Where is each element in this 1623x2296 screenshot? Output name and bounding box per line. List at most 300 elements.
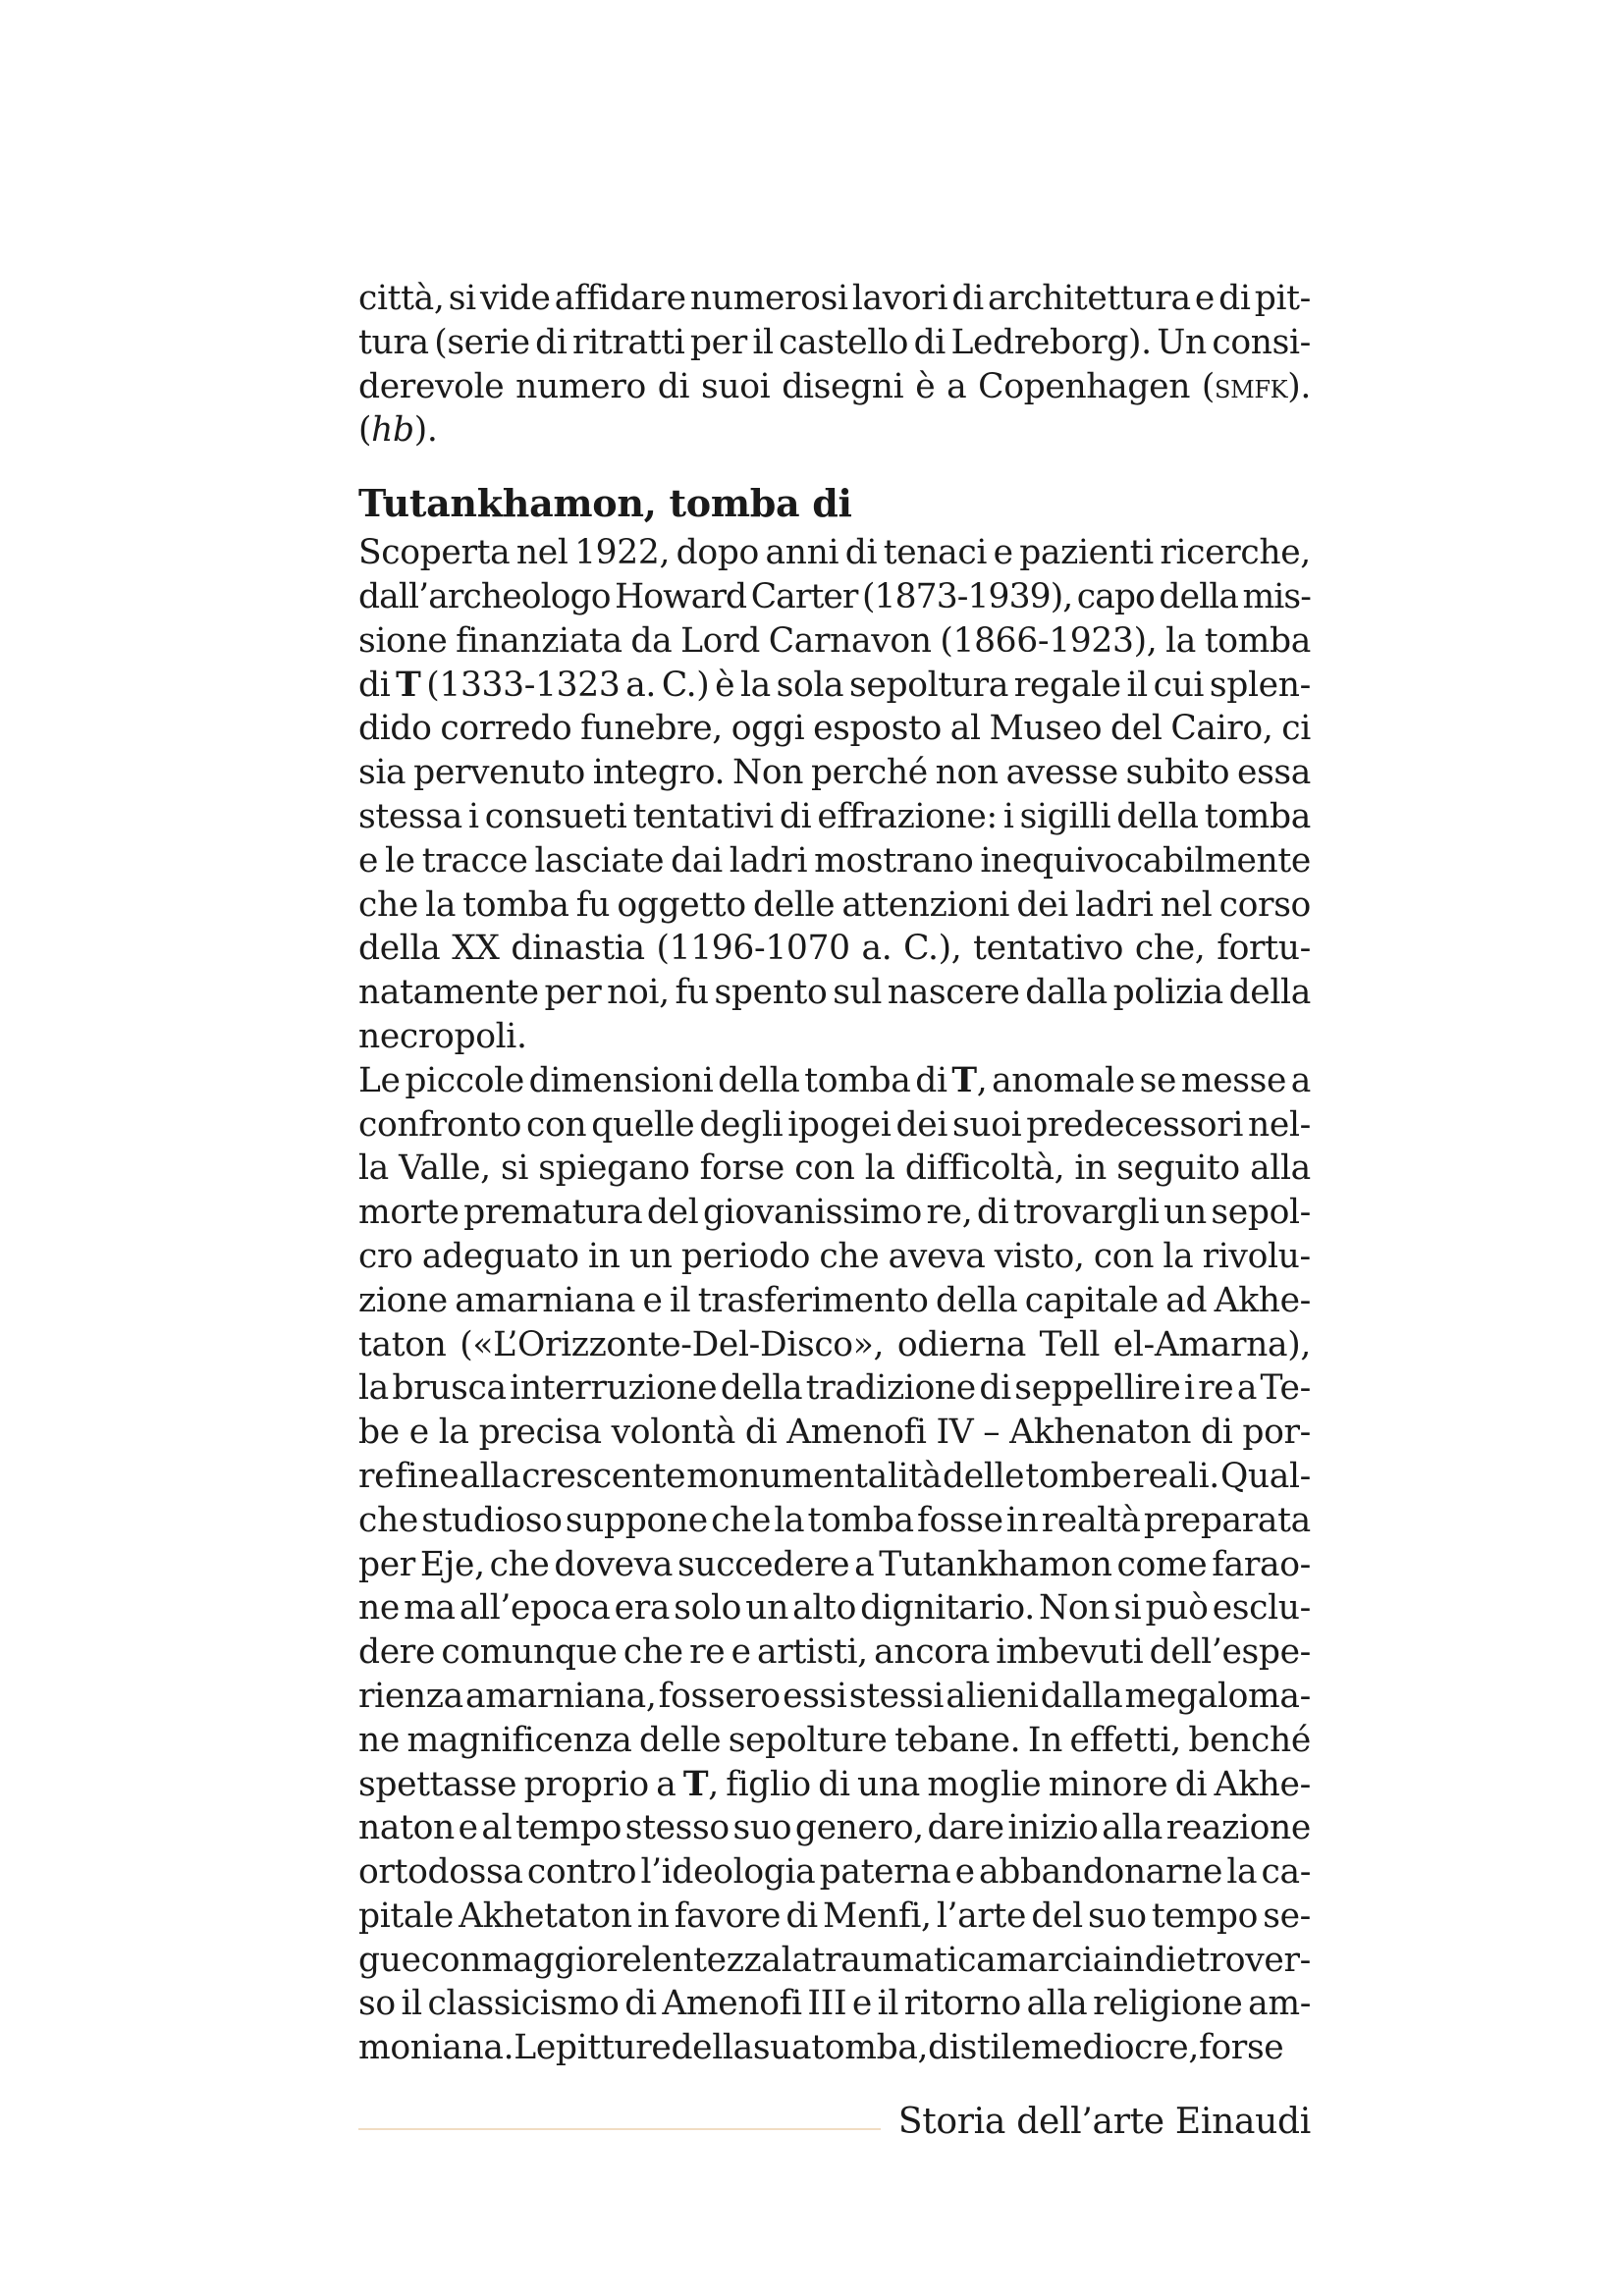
word: tomba bbox=[804, 1060, 911, 1100]
word: re bbox=[358, 1456, 395, 1496]
word: la bbox=[774, 1500, 805, 1540]
word: che bbox=[622, 1632, 683, 1673]
word: fortu- bbox=[1217, 929, 1311, 969]
word: della bbox=[720, 1368, 803, 1409]
word: imbevuti bbox=[996, 1632, 1144, 1673]
word: taton bbox=[358, 1324, 447, 1364]
word: tomba bbox=[1204, 620, 1311, 661]
word: di bbox=[951, 279, 984, 318]
word: fossero bbox=[658, 1676, 781, 1716]
word: proprio bbox=[523, 1764, 649, 1804]
word: un bbox=[745, 1588, 789, 1629]
word: con bbox=[526, 1104, 587, 1145]
word: prematura bbox=[463, 1193, 643, 1233]
word: nel- bbox=[1248, 1104, 1311, 1145]
text-line bbox=[358, 971, 1311, 1015]
word: morte bbox=[358, 1193, 460, 1233]
word: attenzioni bbox=[841, 884, 1010, 925]
entry-paragraph bbox=[358, 1059, 1311, 2070]
word: lentezza bbox=[641, 1940, 782, 1980]
word: di bbox=[1218, 279, 1251, 318]
word: castello bbox=[779, 322, 909, 362]
word: indietro bbox=[1112, 1940, 1246, 1980]
word: e bbox=[642, 1280, 663, 1320]
word: lavori bbox=[851, 279, 948, 318]
text-line bbox=[358, 1543, 1311, 1587]
word: pitture bbox=[555, 2028, 672, 2068]
word: Amenofi bbox=[786, 1413, 927, 1453]
text-line bbox=[358, 1850, 1311, 1895]
word: tomba, bbox=[811, 2028, 929, 2068]
word: funebre, bbox=[580, 709, 723, 749]
word: crescente bbox=[521, 1456, 686, 1496]
word: rivolu- bbox=[1202, 1236, 1311, 1276]
word: fu bbox=[675, 973, 709, 1013]
page-footer bbox=[358, 2099, 1311, 2148]
word: cui bbox=[1153, 665, 1205, 705]
word: C.), bbox=[903, 929, 962, 969]
word: la bbox=[781, 1940, 812, 1980]
word: interruzione bbox=[510, 1368, 718, 1409]
word: architettura bbox=[987, 279, 1191, 318]
word: sepolture bbox=[728, 1720, 888, 1760]
word: visto, bbox=[994, 1236, 1085, 1276]
text-line bbox=[358, 2026, 1311, 2070]
word: gue bbox=[358, 1940, 421, 1980]
word: artisti, bbox=[757, 1632, 868, 1673]
word: IV bbox=[936, 1413, 974, 1453]
word: alieni bbox=[946, 1676, 1039, 1716]
word: Akhe- bbox=[1214, 1764, 1311, 1804]
word: degli bbox=[699, 1104, 784, 1145]
word: di bbox=[915, 1060, 947, 1100]
word: la bbox=[358, 1368, 389, 1409]
word: Ledreborg). bbox=[950, 322, 1152, 362]
word: so bbox=[358, 1984, 396, 2024]
word: realtà bbox=[1041, 1500, 1141, 1540]
word: periodo bbox=[680, 1236, 811, 1276]
word: tombe bbox=[1025, 1456, 1132, 1496]
word: noi, bbox=[607, 973, 670, 1013]
word: ricerche, bbox=[1160, 533, 1311, 573]
word: dalla bbox=[1025, 973, 1108, 1013]
word: el-Amarna), bbox=[1112, 1324, 1311, 1364]
word: non bbox=[935, 753, 999, 793]
text-line bbox=[358, 1015, 1311, 1059]
word: reazione bbox=[1165, 1808, 1311, 1848]
word: paterna bbox=[819, 1852, 951, 1893]
word: (1196-1070 bbox=[656, 929, 850, 969]
word: tomba bbox=[807, 1500, 914, 1540]
word: effrazione: bbox=[817, 796, 998, 836]
word: corredo bbox=[440, 709, 572, 749]
word: del bbox=[646, 1193, 699, 1233]
word: la bbox=[1226, 1852, 1258, 1893]
text-line bbox=[358, 365, 1311, 409]
word: stile bbox=[959, 2028, 1031, 2068]
word: ca- bbox=[1261, 1852, 1311, 1893]
word: ortodossa bbox=[358, 1852, 523, 1893]
word: in bbox=[636, 1896, 670, 1936]
word: cro bbox=[358, 1236, 413, 1276]
word: l’ideologia bbox=[640, 1852, 816, 1893]
text-line bbox=[358, 408, 1311, 453]
word: Te- bbox=[1260, 1368, 1311, 1409]
word: corso bbox=[1218, 884, 1311, 925]
word: come bbox=[1116, 1544, 1208, 1584]
word: – bbox=[983, 1413, 1001, 1453]
word: avesse bbox=[1005, 753, 1118, 793]
word: un bbox=[1163, 1193, 1207, 1233]
word: zione bbox=[358, 1280, 448, 1320]
word: ancora bbox=[874, 1632, 990, 1673]
footer-rule bbox=[358, 2128, 881, 2130]
word: dido bbox=[358, 709, 432, 749]
word: che bbox=[711, 1500, 772, 1540]
word: al bbox=[949, 709, 981, 749]
word: esposto bbox=[813, 709, 942, 749]
word: religione bbox=[1093, 1984, 1243, 2024]
word: Tell bbox=[1039, 1324, 1101, 1364]
word: ritorno bbox=[903, 1984, 1021, 2024]
word: forse bbox=[1198, 2028, 1284, 2068]
word: megaloma- bbox=[1124, 1676, 1311, 1716]
text-line bbox=[358, 927, 1311, 971]
text-line bbox=[358, 575, 1311, 619]
word: nascere bbox=[887, 973, 1020, 1013]
word: tempo bbox=[514, 1808, 622, 1848]
word: ladri bbox=[729, 840, 808, 881]
word: e bbox=[851, 1984, 872, 2024]
word: odierna bbox=[896, 1324, 1026, 1364]
word: che bbox=[489, 1544, 550, 1584]
word: vide bbox=[479, 279, 551, 318]
word: suoi bbox=[701, 366, 771, 406]
text-line bbox=[358, 1411, 1311, 1455]
word: fine bbox=[395, 1456, 460, 1496]
word: anomale bbox=[992, 1060, 1135, 1100]
word: di bbox=[818, 1764, 850, 1804]
word: quelle bbox=[591, 1104, 695, 1145]
word: studioso bbox=[421, 1500, 563, 1540]
word: i bbox=[1002, 796, 1014, 836]
text-line bbox=[358, 1675, 1311, 1719]
word: messe bbox=[1180, 1060, 1287, 1100]
word: finanziata bbox=[456, 620, 622, 661]
word: la bbox=[358, 1148, 389, 1189]
previous-entry-continuation bbox=[358, 277, 1311, 453]
word: giovanissimo bbox=[702, 1193, 922, 1233]
word: delle bbox=[752, 884, 836, 925]
word: mediocre, bbox=[1030, 2028, 1199, 2068]
word: 1922, bbox=[574, 533, 671, 573]
word: di bbox=[1174, 1764, 1208, 1804]
word: confronto bbox=[358, 1104, 522, 1145]
word: l’arte bbox=[936, 1896, 1027, 1936]
word: la bbox=[425, 884, 457, 925]
word: doveva bbox=[554, 1544, 674, 1584]
word: tentativo bbox=[973, 929, 1124, 969]
entry-paragraph bbox=[358, 531, 1311, 1059]
word: moglie bbox=[927, 1764, 1042, 1804]
word: suppone bbox=[565, 1500, 708, 1540]
word: di bbox=[979, 1368, 1011, 1409]
word: oggetto bbox=[617, 884, 746, 925]
word: Le bbox=[514, 2028, 556, 2068]
word: delle bbox=[638, 1720, 722, 1760]
word: a. bbox=[861, 929, 893, 969]
word: tradizione bbox=[805, 1368, 976, 1409]
word: magnificenza bbox=[406, 1720, 632, 1760]
text-line bbox=[358, 1982, 1311, 2026]
word: di bbox=[535, 322, 568, 362]
word: difficoltà, bbox=[904, 1148, 1065, 1189]
text-line bbox=[358, 1191, 1311, 1235]
word: del bbox=[1031, 1896, 1083, 1936]
word: lasciate bbox=[534, 840, 665, 881]
entry-heading: Tutankhamon, tomba di bbox=[358, 481, 852, 526]
word: della bbox=[1116, 796, 1199, 836]
word: delle bbox=[943, 1456, 1025, 1496]
word: ne bbox=[358, 1588, 400, 1629]
word: in bbox=[1005, 1500, 1039, 1540]
word: pitale bbox=[358, 1896, 454, 1936]
word: Le bbox=[358, 1060, 401, 1100]
word: solo bbox=[674, 1588, 742, 1629]
word: di bbox=[913, 322, 946, 362]
word: suoi bbox=[951, 1104, 1022, 1145]
word: dere bbox=[358, 1632, 436, 1673]
word: tebane. bbox=[894, 1720, 1021, 1760]
text-line bbox=[358, 839, 1311, 883]
word: III bbox=[807, 1984, 847, 2024]
word: può bbox=[1145, 1588, 1209, 1629]
word: nel bbox=[1160, 884, 1213, 925]
word: sepol- bbox=[1211, 1193, 1311, 1233]
word: dai bbox=[671, 840, 723, 881]
word: suo bbox=[1088, 1896, 1147, 1936]
word: della bbox=[1228, 973, 1311, 1013]
text-line bbox=[358, 1366, 1311, 1411]
word: In bbox=[1027, 1720, 1062, 1760]
text-line bbox=[358, 1323, 1311, 1367]
word: disegni bbox=[782, 366, 904, 406]
word: di bbox=[928, 2028, 960, 2068]
word: con bbox=[420, 1940, 481, 1980]
word: stessi bbox=[848, 1676, 945, 1716]
word: alla bbox=[1102, 1808, 1163, 1848]
word: Museo bbox=[989, 709, 1103, 749]
word: un bbox=[628, 1236, 673, 1276]
word: era bbox=[614, 1588, 671, 1629]
word: Akhetaton bbox=[459, 1896, 632, 1936]
word: traumatica bbox=[811, 1940, 997, 1980]
word: trovargli bbox=[1012, 1193, 1160, 1233]
word: comunque bbox=[441, 1632, 618, 1673]
word: e bbox=[408, 1413, 429, 1453]
word: la bbox=[739, 665, 771, 705]
word: che, bbox=[1134, 929, 1206, 969]
word: il bbox=[401, 1984, 422, 2024]
word: stesso bbox=[624, 1808, 730, 1848]
word: Howard bbox=[615, 576, 747, 616]
text-line bbox=[358, 1719, 1311, 1763]
word: a bbox=[1236, 1368, 1258, 1409]
word: della bbox=[358, 929, 441, 969]
word: capo bbox=[1076, 576, 1155, 616]
word: in bbox=[1074, 1148, 1107, 1189]
text-line bbox=[358, 664, 1311, 708]
word: città, bbox=[358, 279, 445, 318]
word: la bbox=[1165, 620, 1196, 661]
word: fosse bbox=[917, 1500, 1003, 1540]
text-line bbox=[358, 1147, 1311, 1191]
text-line bbox=[358, 1499, 1311, 1543]
word: del bbox=[1110, 709, 1163, 749]
word: e bbox=[993, 533, 1013, 573]
word: perché bbox=[810, 753, 928, 793]
word: nel bbox=[515, 533, 568, 573]
word: fu bbox=[575, 884, 611, 925]
text-line bbox=[358, 531, 1311, 575]
word: regale bbox=[1013, 665, 1121, 705]
word: a bbox=[947, 366, 967, 406]
word: re bbox=[689, 1632, 726, 1673]
text-line bbox=[358, 277, 1311, 321]
text-line bbox=[358, 1455, 1311, 1499]
text-line bbox=[358, 1103, 1311, 1148]
page-content bbox=[358, 277, 1311, 2070]
word: brusca bbox=[392, 1368, 507, 1409]
word: Amenofi bbox=[662, 1984, 802, 2024]
word: il bbox=[669, 1280, 691, 1320]
word: la bbox=[1163, 1236, 1194, 1276]
word: a. bbox=[625, 665, 657, 705]
word: alla bbox=[460, 1456, 521, 1496]
word: maggiore bbox=[481, 1940, 642, 1980]
word: Lord bbox=[680, 620, 760, 661]
word: splen- bbox=[1209, 665, 1311, 705]
word: ipogei bbox=[787, 1104, 892, 1145]
word: Akhe- bbox=[1214, 1280, 1311, 1320]
word: a bbox=[854, 1544, 875, 1584]
word: della bbox=[935, 1280, 1018, 1320]
word: la bbox=[864, 1148, 895, 1189]
word: forse bbox=[699, 1148, 784, 1189]
word: Cairo, bbox=[1170, 709, 1273, 749]
word: inequivocabilmente bbox=[980, 840, 1311, 881]
word: alla bbox=[1250, 1148, 1311, 1189]
word: be bbox=[358, 1413, 400, 1453]
word: oggi bbox=[730, 709, 805, 749]
word: se bbox=[1139, 1060, 1177, 1100]
word: a bbox=[1290, 1060, 1311, 1100]
word: si bbox=[1113, 1588, 1142, 1629]
word: di bbox=[844, 533, 878, 573]
word: è bbox=[715, 665, 735, 705]
word: ladri bbox=[1075, 884, 1154, 925]
word: si bbox=[448, 279, 476, 318]
word: della bbox=[718, 1060, 800, 1100]
word: genero, bbox=[794, 1808, 924, 1848]
word: T, bbox=[682, 1764, 719, 1804]
word: una bbox=[857, 1764, 921, 1804]
word: tura bbox=[358, 322, 429, 362]
word: con bbox=[794, 1148, 855, 1189]
word: che bbox=[819, 1236, 880, 1276]
word: per bbox=[358, 1544, 415, 1584]
word: per bbox=[544, 973, 602, 1013]
word: preparata bbox=[1143, 1500, 1311, 1540]
word: (hb). bbox=[358, 410, 438, 451]
word: abbandonarne bbox=[978, 1852, 1223, 1893]
word: esclu- bbox=[1212, 1588, 1311, 1629]
word: di bbox=[358, 665, 391, 705]
word: (1873-1939), bbox=[861, 576, 1073, 616]
text-line bbox=[358, 795, 1311, 839]
word: capitale bbox=[1024, 1280, 1159, 1320]
word: di bbox=[624, 1984, 657, 2024]
word: Qual- bbox=[1219, 1456, 1311, 1496]
word: tracce bbox=[421, 840, 528, 881]
text-line bbox=[358, 1235, 1311, 1279]
word: ver- bbox=[1245, 1940, 1311, 1980]
word: si bbox=[501, 1148, 529, 1189]
word: benché bbox=[1188, 1720, 1311, 1760]
word: mostrano bbox=[814, 840, 974, 881]
word: rienza bbox=[358, 1676, 463, 1716]
word: Carnavon bbox=[768, 620, 932, 661]
word: classicismo bbox=[427, 1984, 620, 2024]
word: dopo bbox=[676, 533, 759, 573]
word: all’epoca bbox=[459, 1588, 611, 1629]
word: piccole bbox=[405, 1060, 524, 1100]
word: spento bbox=[714, 973, 828, 1013]
word: por- bbox=[1242, 1413, 1311, 1453]
word: precisa bbox=[478, 1413, 602, 1453]
word: in bbox=[587, 1236, 621, 1276]
text-line bbox=[358, 1630, 1311, 1675]
word: Non bbox=[1039, 1588, 1110, 1629]
word: dalla bbox=[1040, 1676, 1123, 1716]
word: seguito bbox=[1116, 1148, 1240, 1189]
word: tentativi bbox=[632, 796, 774, 836]
word: dinastia bbox=[511, 929, 645, 969]
word: da bbox=[630, 620, 673, 661]
word: marcia bbox=[996, 1940, 1112, 1980]
text-line bbox=[358, 1763, 1311, 1807]
word: sigilli bbox=[1019, 796, 1111, 836]
word: di bbox=[779, 796, 812, 836]
text-line bbox=[358, 883, 1311, 928]
word: derevole bbox=[358, 366, 505, 406]
word: spettasse bbox=[358, 1764, 517, 1804]
word: per bbox=[689, 322, 747, 362]
word: la bbox=[438, 1413, 469, 1453]
word: dei bbox=[895, 1104, 948, 1145]
text-line bbox=[358, 619, 1311, 664]
word: numero bbox=[515, 366, 646, 406]
word: monumentalità bbox=[686, 1456, 942, 1496]
word: necropoli. bbox=[358, 1016, 527, 1056]
word: e bbox=[954, 1852, 975, 1893]
text-line bbox=[358, 1059, 1311, 1103]
word: sua bbox=[752, 2028, 812, 2068]
word: pervenuto bbox=[413, 753, 585, 793]
word: spiegano bbox=[538, 1148, 690, 1189]
word: ci bbox=[1281, 709, 1311, 749]
word: tomba bbox=[1204, 796, 1311, 836]
